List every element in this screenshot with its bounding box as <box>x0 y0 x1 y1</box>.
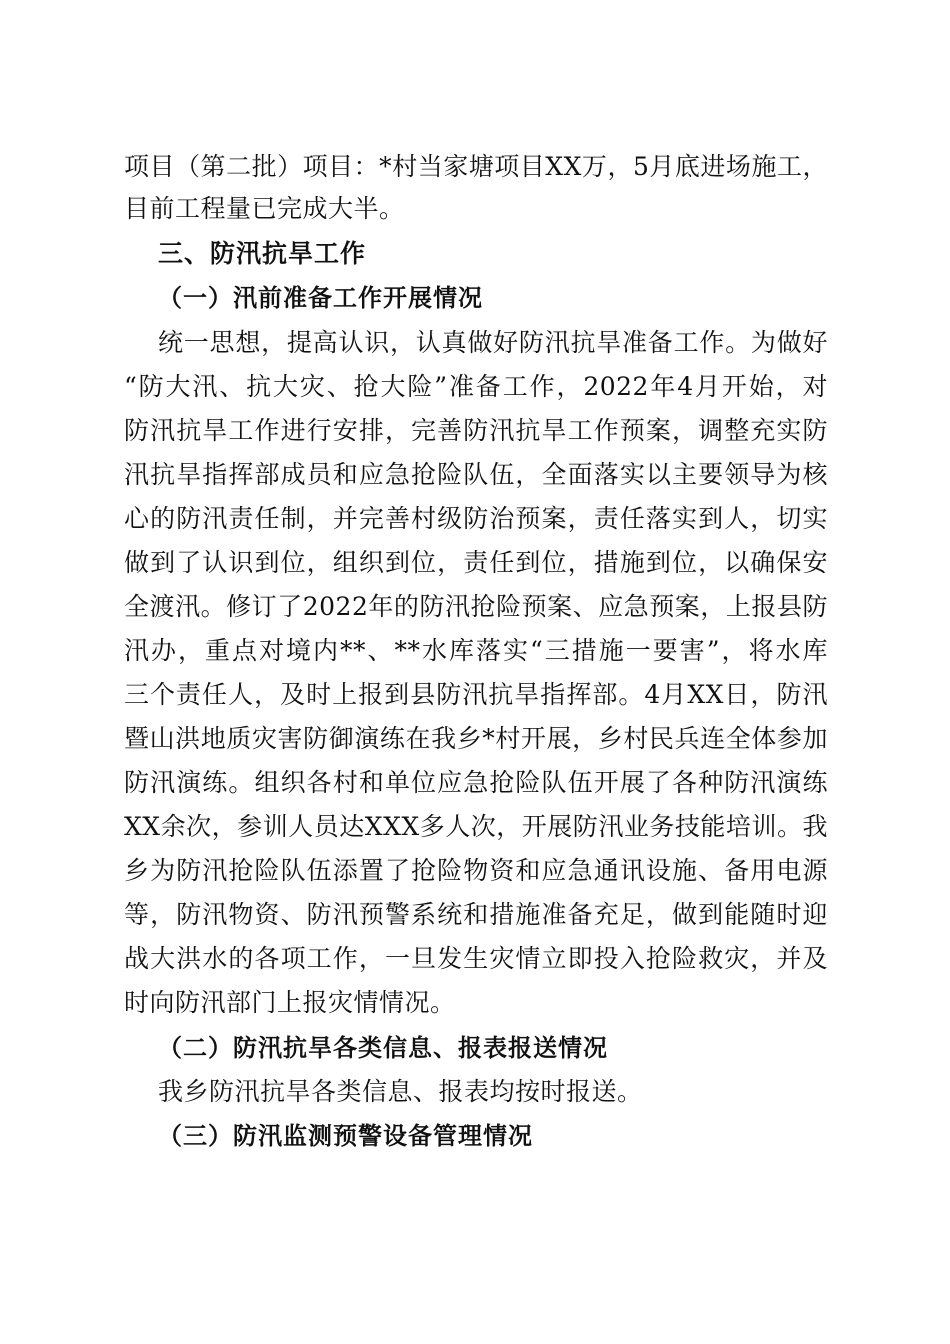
paragraph-line: 防汛抗旱工作进行安排，完善防汛抗旱工作预案，调整充实防 <box>124 416 828 445</box>
paragraph-line: 全渡汛。修订了2022年的防汛抢险预案、应急预案，上报县防 <box>124 592 828 621</box>
paragraph-line: XX余次，参训人员达XXX多人次，开展防汛业务技能培训。我 <box>124 812 828 841</box>
subsection-2-heading: （二）防汛抗旱各类信息、报表报送情况 <box>158 1033 608 1062</box>
paragraph-line: 三个责任人，及时上报到县防汛抗旱指挥部。4月XX日，防汛 <box>124 680 828 709</box>
paragraph-line: “防大汛、抗大灾、抢大险”准备工作，2022年4月开始，对 <box>124 372 828 401</box>
intro-line-1: 项目（第二批）项目：*村当家塘项目XX万，5月底进场施工， <box>124 152 828 181</box>
paragraph-line: 战大洪水的各项工作，一旦发生灾情立即投入抢险救灾，并及 <box>124 944 828 973</box>
paragraph-line: 乡为防汛抢险队伍添置了抢险物资和应急通讯设施、备用电源 <box>124 856 828 885</box>
intro-line-2: 目前工程量已完成大半。 <box>124 194 405 223</box>
paragraph-line: 防汛演练。组织各村和单位应急抢险队伍开展了各种防汛演练 <box>124 768 828 797</box>
paragraph-line: 做到了认识到位，组织到位，责任到位，措施到位，以确保安 <box>124 548 828 577</box>
paragraph-line: 等，防汛物资、防汛预警系统和措施准备充足，做到能随时迎 <box>124 900 828 929</box>
subsection-2-text: 我乡防汛抗旱各类信息、报表均按时报送。 <box>158 1077 643 1106</box>
paragraph-line: 汛抗旱指挥部成员和应急抢险队伍，全面落实以主要领导为核 <box>124 460 828 489</box>
paragraph-line: 统一思想，提高认识，认真做好防汛抗旱准备工作。为做好 <box>158 328 828 357</box>
section-heading: 三、防汛抗旱工作 <box>158 239 367 268</box>
paragraph-line: 汛办，重点对境内**、**水库落实“三措施一要害”，将水库 <box>124 636 828 665</box>
paragraph-line: 心的防汛责任制，并完善村级防治预案，责任落实到人，切实 <box>124 504 828 533</box>
subsection-3-heading: （三）防汛监测预警设备管理情况 <box>158 1121 533 1150</box>
paragraph-line: 暨山洪地质灾害防御演练在我乡*村开展，乡村民兵连全体参加 <box>124 724 828 753</box>
paragraph-line: 时向防汛部门上报灾情情况。 <box>124 988 456 1017</box>
subsection-1-heading: （一）汛前准备工作开展情况 <box>158 283 483 312</box>
